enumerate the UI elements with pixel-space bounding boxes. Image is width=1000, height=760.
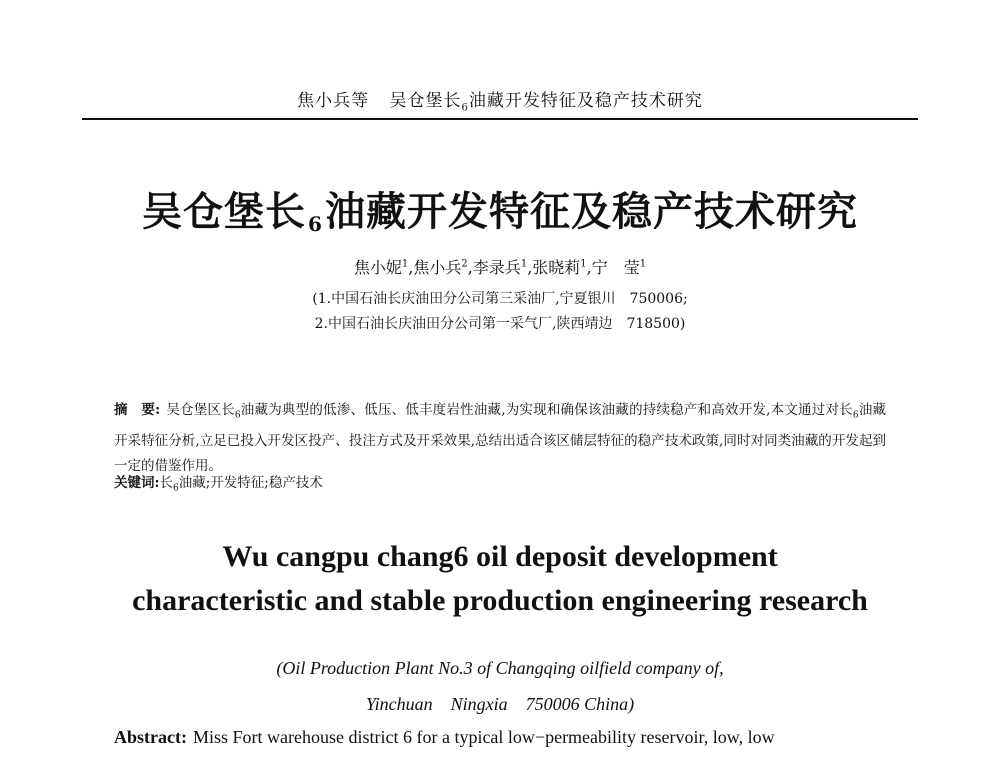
header-rule — [82, 118, 918, 120]
abstract-sub-b: 6 — [852, 410, 859, 421]
affiliation-line: 2.中国石油长庆油田分公司第一采气厂,陕西靖边 718500) — [314, 316, 686, 332]
running-head-title — [389, 91, 703, 114]
chinese-title-sub: 6 — [308, 212, 323, 236]
chinese-title — [0, 180, 1000, 237]
running-head-title-post: 油藏开发特征及稳产技术研究 — [468, 91, 703, 111]
author-affil-mark: 1 — [520, 258, 528, 270]
author-list: 焦小妮$^1$,焦小兵$^2$,李录兵$^1$,张晓莉$^1$,宁 莹$^1$ — [353, 258, 647, 277]
author-name: 李录兵 — [472, 258, 521, 277]
keywords-pre: 长 — [159, 475, 173, 491]
running-head — [0, 86, 1000, 113]
author-affil-mark: 1 — [580, 258, 587, 270]
abstract-text-c: 油藏开采特征分析,立足已投入开发区投产、投注方式及开采效果,总结出适合该区储层特征的稳产技术政策,同时对同类油藏的开发起到一定的借鉴作用。 — [114, 402, 887, 474]
english-affiliation-line1: (Oil Production Plant No.3 of Changqing oilfield company of, — [276, 658, 724, 678]
author-name: 张晓莉 — [532, 258, 581, 277]
running-head-title-sub: 6 — [461, 102, 469, 114]
abstract-text-b: 油藏为典型的低渗、低压、低丰度岩性油藏,为实现和确保该油藏的持续稳产和高效开发,本文通过对长 — [240, 402, 853, 418]
english-title-line2: characteristic and stable production engineering research — [132, 584, 868, 617]
author-name: 焦小妮 — [353, 258, 402, 277]
chinese-keywords — [114, 471, 886, 494]
keywords-post: 油藏;开发特征;稳产技术 — [178, 475, 323, 491]
english-title-line1: Wu cangpu chang6 oil deposit development — [222, 540, 778, 573]
author-affil-mark: 1 — [401, 258, 409, 270]
english-abstract — [114, 727, 894, 748]
abstract-text-a: 吴仓堡区长 — [166, 402, 235, 418]
author-affil-mark: 2 — [461, 258, 468, 270]
english-abstract-text: Miss Fort warehouse district 6 for a typical low−permeability reservoir, low, low — [192, 727, 775, 747]
abstract-sub-a: 6 — [234, 410, 241, 421]
english-affiliation-line2: Yinchuan Ningxia 750006 China) — [365, 694, 635, 714]
abstract-label: 摘 要: — [114, 402, 161, 418]
running-head-title-pre: 吴仓堡长 — [389, 91, 462, 111]
chinese-title-pre: 吴仓堡长 — [142, 188, 307, 235]
english-abstract-label: Abstract: — [114, 727, 187, 747]
affiliation-line: (1.中国石油长庆油田分公司第三采油厂,宁夏银川 750006; — [312, 291, 688, 307]
keywords-label: 关键词: — [114, 475, 160, 491]
author-name: 焦小兵 — [413, 258, 462, 277]
author-name: 宁 莹 — [591, 258, 640, 277]
keywords-sub: 6 — [172, 483, 179, 494]
running-head-authors: 焦小兵等 — [297, 91, 370, 111]
english-title — [0, 535, 1000, 623]
author-affil-mark: 1 — [639, 258, 647, 270]
chinese-title-post: 油藏开发特征及稳产技术研究 — [324, 188, 858, 235]
chinese-abstract — [114, 398, 886, 479]
